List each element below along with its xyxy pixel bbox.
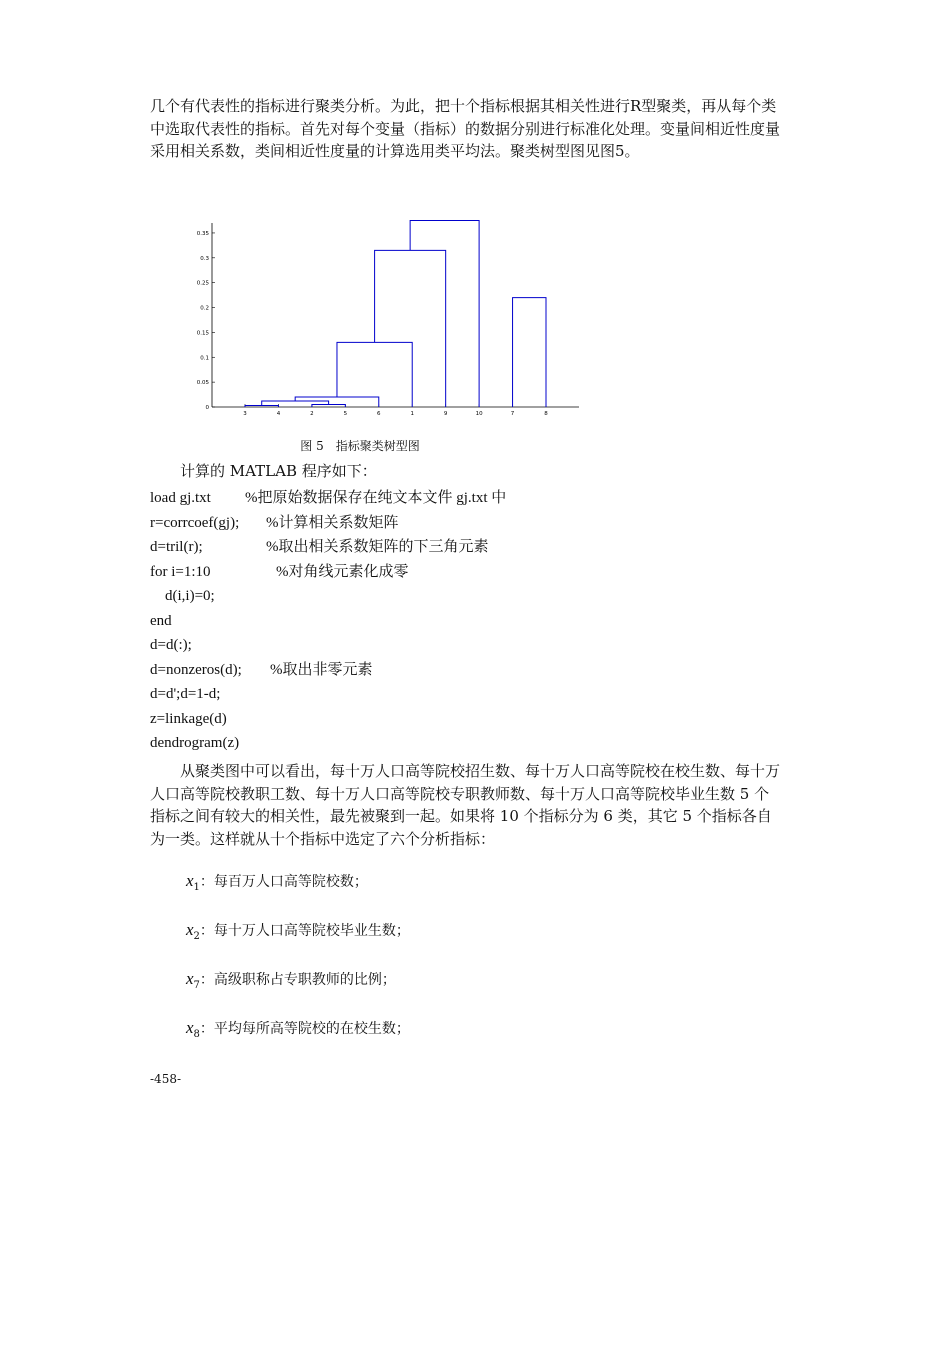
code-comment: %对角线元素化成零 — [276, 563, 409, 580]
y-tick-label: 0 — [205, 405, 209, 411]
code-intro: 计算的 MATLAB 程序如下： — [180, 462, 377, 480]
code-line — [150, 511, 399, 536]
x-tick-label: 5 — [343, 411, 348, 415]
code-text: dendrogram(z) — [150, 735, 240, 751]
code-text: d(i,i)=0; — [150, 588, 215, 604]
figure-caption: 图 5 指标聚类树型图 — [300, 439, 420, 453]
variable-x7 — [186, 969, 396, 991]
intro-paragraph: 几个有代表性的指标进行聚类分析。为此，把十个指标根据其相关性进行R型聚类，再从每个类中选取代表性的指标。首先对每个变量（指标）的数据分别进行标准化处理。变量间相近性度量采用相关系数，类间相近性度量的计算选用类平均法。聚类树型图见图5。 — [150, 97, 781, 160]
y-tick-label: 0.35 — [196, 230, 209, 237]
code-comment: %把原始数据保存在纯文本文件 gj.txt 中 — [245, 490, 507, 506]
y-tick-label: 0.2 — [200, 305, 209, 312]
code-line — [150, 486, 507, 511]
variable-x8 — [186, 1018, 410, 1040]
variable-x2 — [186, 920, 410, 942]
x-tick-label: 6 — [377, 411, 381, 415]
variable-desc: ：高级职称占专职教师的比例； — [199, 972, 396, 988]
code-text: z=linkage(d) — [150, 710, 227, 727]
code-line — [150, 731, 242, 756]
dendrogram-link — [295, 397, 379, 407]
code-text: d=tril(r); — [150, 539, 203, 555]
x-tick-label: 8 — [544, 411, 548, 415]
page-number: -458- — [150, 1072, 182, 1086]
variable-symbol: x — [186, 969, 194, 988]
x-tick-label: 9 — [443, 411, 448, 415]
code-text: r=corrcoef(gj); — [150, 514, 240, 531]
variable-symbol: x — [186, 871, 194, 890]
chart-links — [245, 221, 546, 407]
variable-subscript: 2 — [193, 930, 200, 942]
code-line — [150, 584, 242, 609]
code-line — [150, 633, 242, 658]
x-tick-label: 3 — [243, 411, 247, 415]
code-line — [150, 682, 242, 707]
code-line — [150, 609, 242, 634]
code-comment: %取出非零元素 — [270, 661, 373, 678]
dendrogram-link — [375, 250, 446, 407]
x-tick-label: 7 — [510, 411, 515, 415]
variable-subscript: 8 — [193, 1028, 200, 1040]
variable-subscript: 1 — [193, 881, 200, 893]
code-text: d=d';d=1-d; — [150, 686, 221, 702]
chart-ticks — [197, 231, 549, 415]
code-line — [150, 707, 242, 732]
analysis-paragraph: 从聚类图中可以看出，每十万人口高等院校招生数、每十万人口高等院校在校生数、每十万人口高等院校教职工数、每十万人口高等院校专职教师数、每十万人口高等院校毕业生数 5 个指标之间有较大的相关性，最先被聚到一起。如果将 10 个指标分为 6 类，其它 5 个指标各自为一类。这样就从十个指标中选定了六个分析指标： — [150, 762, 781, 848]
dendrogram-link — [513, 298, 546, 407]
y-tick-label: 0.25 — [196, 280, 209, 287]
code-line — [150, 560, 409, 585]
code-comment: %取出相关系数矩阵的下三角元素 — [266, 539, 489, 555]
y-tick-label: 0.15 — [196, 330, 209, 337]
code-line — [150, 535, 489, 560]
dendrogram-link — [410, 221, 479, 407]
y-tick-label: 0.05 — [196, 380, 209, 387]
y-tick-label: 0.1 — [200, 355, 209, 362]
x-tick-label: 1 — [410, 411, 414, 415]
x-tick-label: 4 — [276, 411, 281, 415]
code-text: for i=1:10 — [150, 563, 211, 580]
x-tick-label: 10 — [475, 411, 483, 415]
code-line — [150, 658, 373, 683]
variable-symbol: x — [186, 1018, 194, 1037]
y-tick-label: 0.3 — [200, 255, 209, 262]
variable-desc: ：每十万人口高等院校毕业生数； — [199, 923, 410, 939]
dendrogram-chart — [185, 215, 585, 415]
variable-subscript: 7 — [193, 979, 200, 991]
code-text: d=nonzeros(d); — [150, 661, 242, 678]
variable-desc: ：平均每所高等院校的在校生数； — [199, 1021, 410, 1037]
code-comment: %计算相关系数矩阵 — [266, 514, 399, 531]
code-text: load gj.txt — [150, 490, 211, 506]
variable-symbol: x — [186, 920, 194, 939]
variable-desc: ：每百万人口高等院校数； — [199, 874, 368, 890]
code-text: end — [150, 612, 172, 629]
code-block — [150, 486, 507, 756]
x-tick-label: 2 — [310, 411, 314, 415]
variable-x1 — [186, 871, 368, 893]
code-text: d=d(:); — [150, 637, 192, 653]
